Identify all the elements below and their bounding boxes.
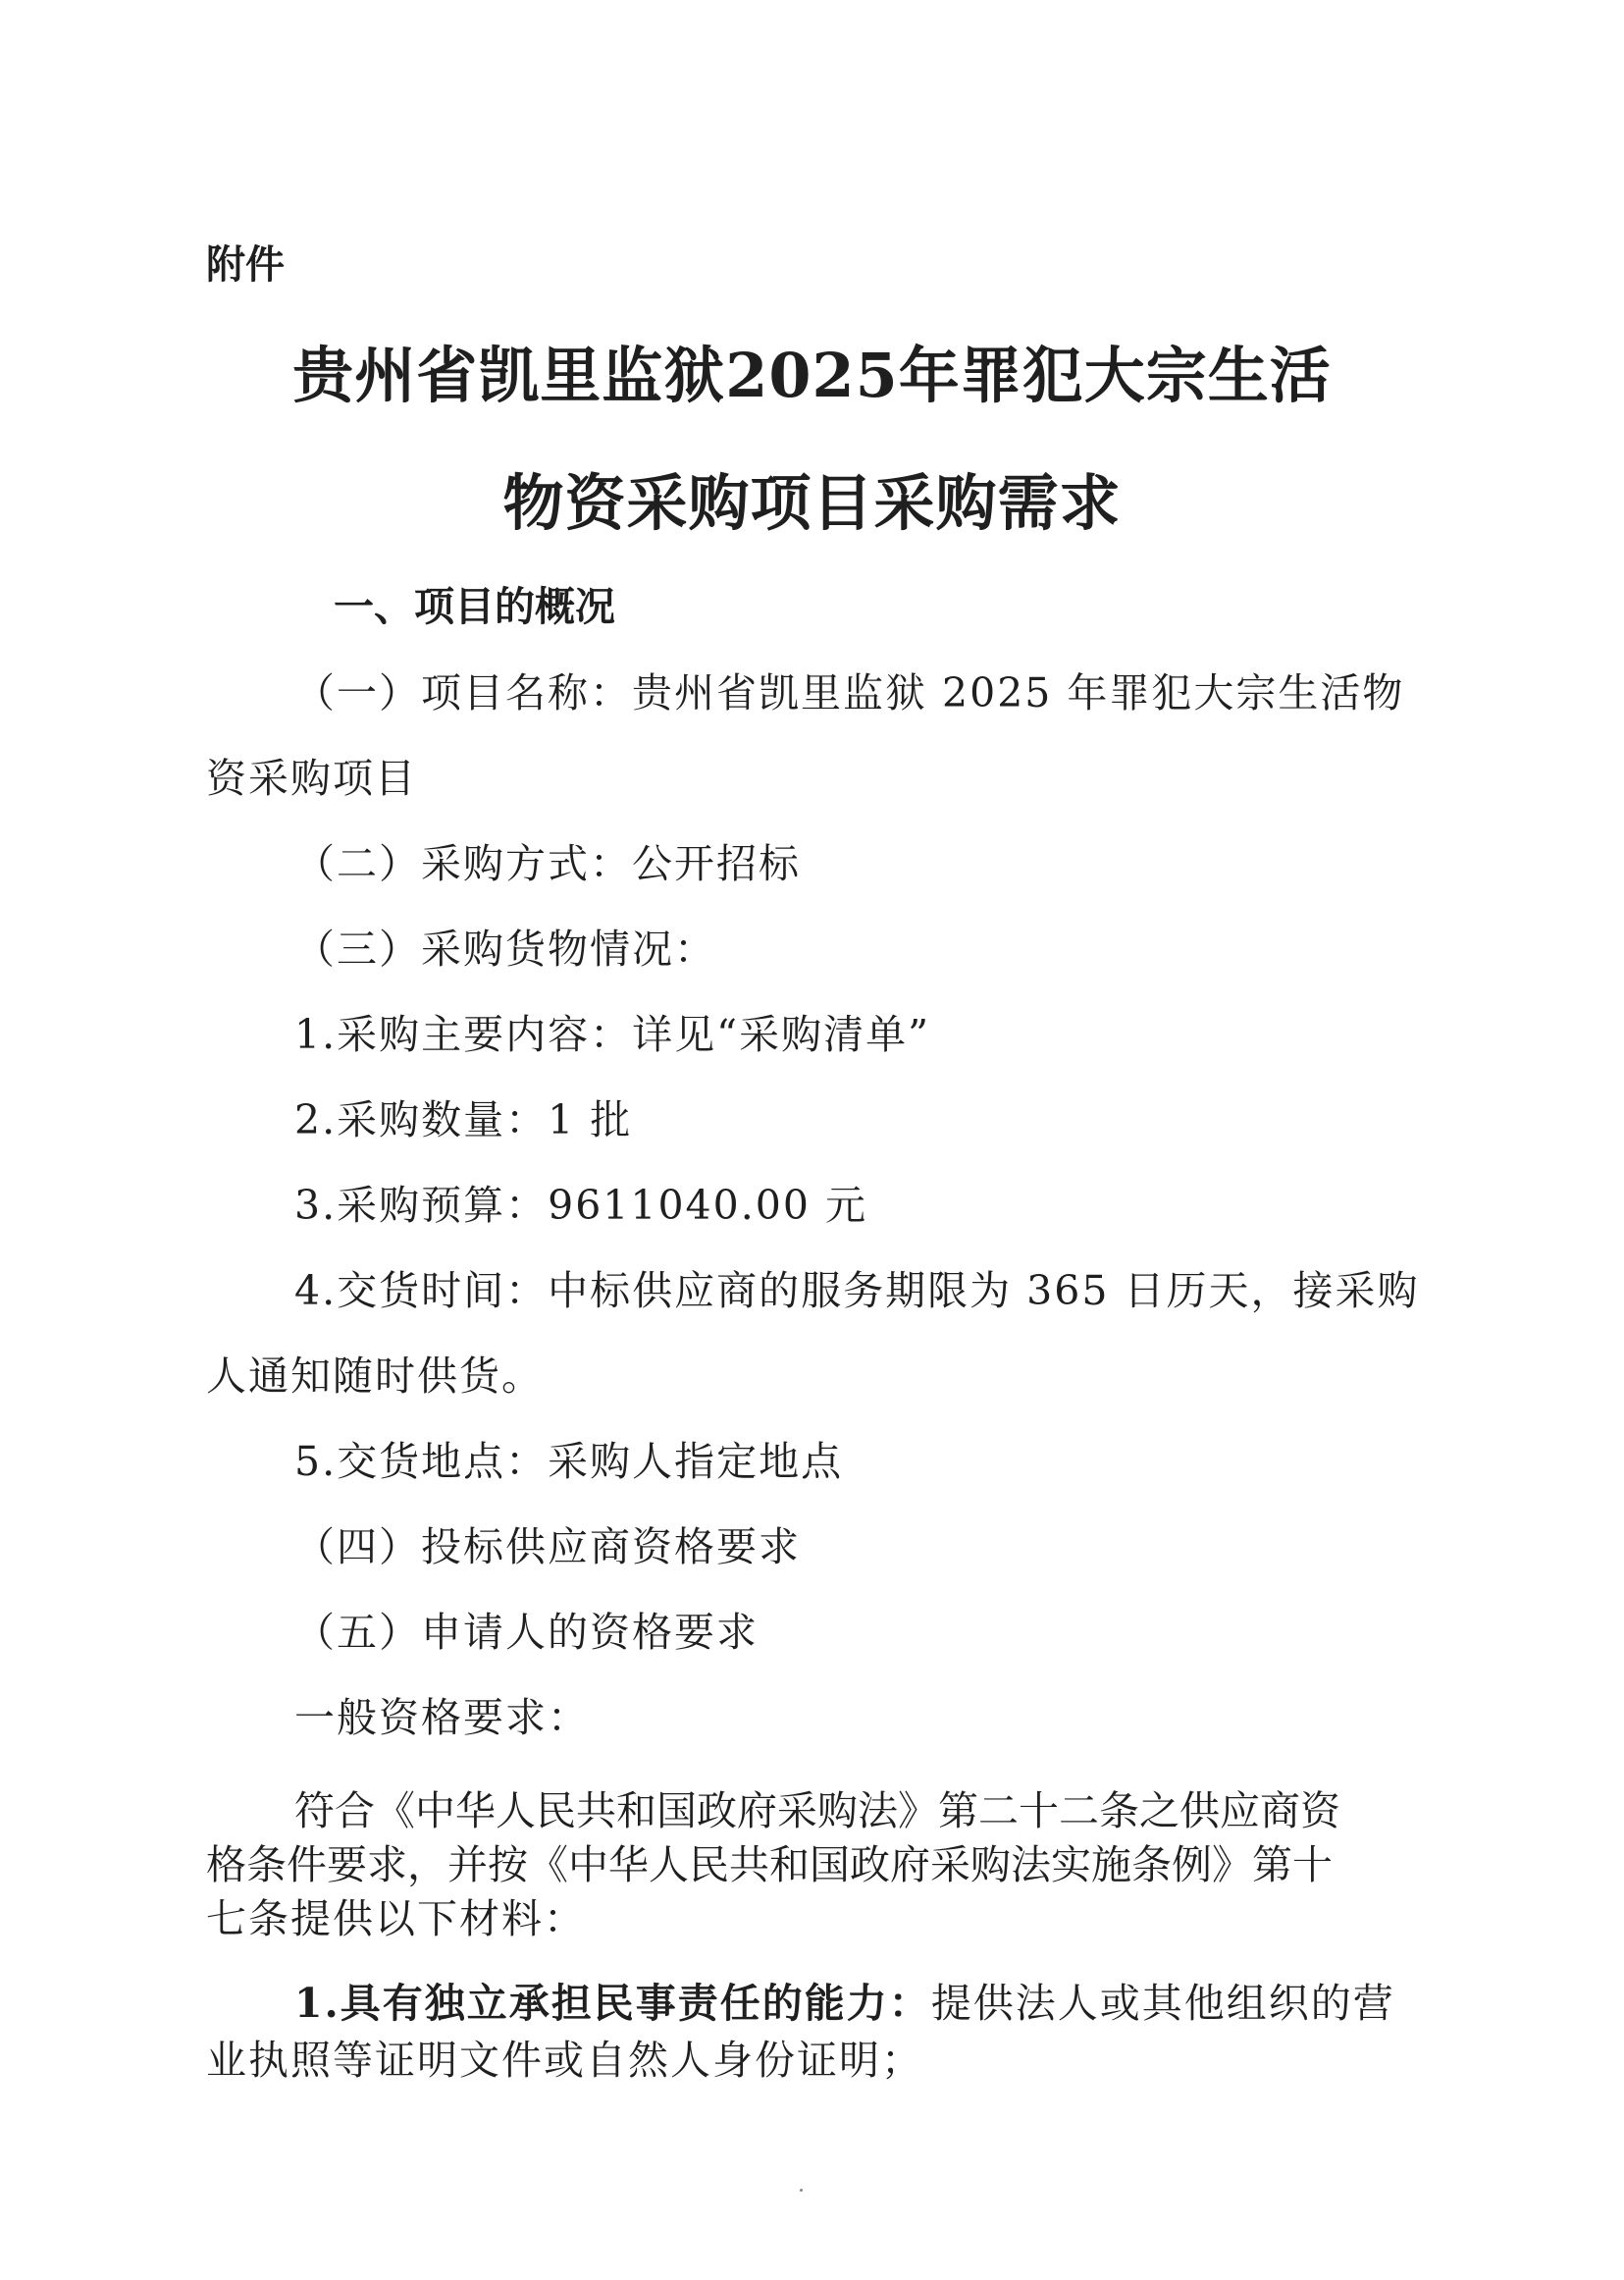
law-compliance-line2: 格条件要求，并按《中华人民共和国政府采购法实施条例》第十 (206, 1841, 1333, 1888)
attachment-label: 附件 (206, 242, 285, 288)
procurement-quantity: 2.采购数量：1 批 (294, 1096, 633, 1143)
law-compliance-line3: 七条提供以下材料： (206, 1895, 586, 1942)
section-heading-overview: 一、项目的概况 (334, 583, 615, 630)
procurement-goods-heading: （三）采购货物情况： (294, 926, 716, 973)
civil-liability-line1 (294, 1971, 1395, 2029)
document-title-line1: 贵州省凯里监狱2025年罪犯大宗生活 (292, 340, 1332, 411)
civil-liability-text: 提供法人或其他组织的营 (930, 1980, 1395, 2027)
scan-speck (800, 2189, 803, 2192)
supplier-qualification-heading: （四）投标供应商资格要求 (294, 1523, 801, 1570)
procurement-method: （二）采购方式：公开招标 (294, 840, 801, 887)
delivery-time-line2: 人通知随时供货。 (206, 1352, 544, 1400)
procurement-content: 1.采购主要内容：详见“采购清单” (294, 1011, 931, 1058)
general-qualification-heading: 一般资格要求： (294, 1694, 590, 1741)
document-title-line2: 物资采购项目采购需求 (502, 467, 1122, 539)
applicant-qualification-heading: （五）申请人的资格要求 (294, 1609, 759, 1656)
project-name-line1: （一）项目名称：贵州省凯里监狱 2025 年罪犯大宗生活物 (294, 669, 1405, 716)
delivery-location: 5.交货地点：采购人指定地点 (294, 1438, 844, 1485)
project-name-line2: 资采购项目 (206, 755, 417, 802)
delivery-time-line1: 4.交货时间：中标供应商的服务期限为 365 日历天，接采购 (294, 1267, 1420, 1314)
civil-liability-line2: 业执照等证明文件或自然人身份证明； (206, 2037, 923, 2084)
civil-liability-label: 1.具有独立承担民事责任的能力： (294, 1980, 931, 2027)
law-compliance-line1: 符合《中华人民共和国政府采购法》第二十二条之供应商资 (294, 1787, 1340, 1834)
procurement-budget: 3.采购预算：9611040.00 元 (294, 1182, 867, 1229)
